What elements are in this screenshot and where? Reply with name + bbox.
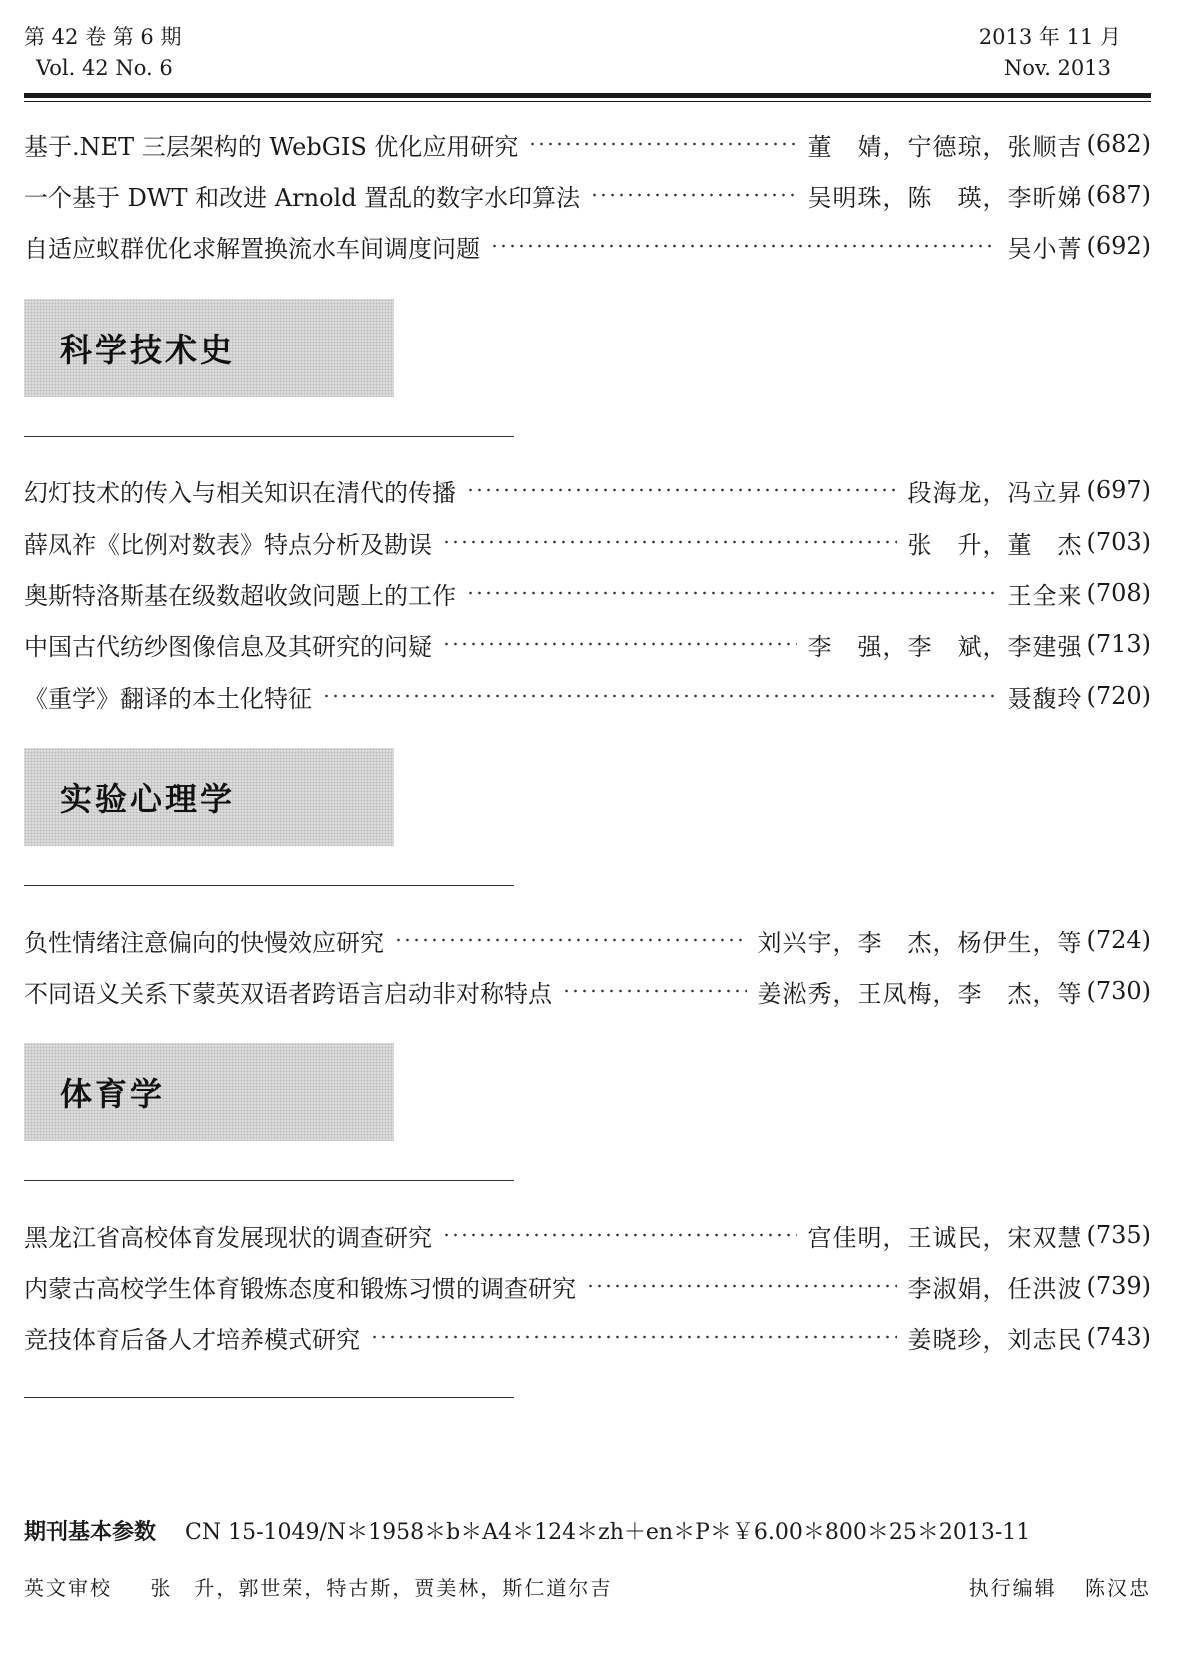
- toc-entry[interactable]: [24, 226, 1151, 266]
- article-authors: 李淑娟，任洪波: [907, 1274, 1083, 1303]
- article-page: (687): [1086, 181, 1151, 209]
- article-authors: 姜晓珍，刘志民: [907, 1325, 1083, 1354]
- article-page: (730): [1086, 977, 1151, 1005]
- volume-cn: 第 42 卷 第 6 期: [24, 25, 182, 49]
- article-title: 黑龙江省高校体育发展现状的调查研究: [24, 1223, 432, 1252]
- leader-dots: [322, 692, 997, 700]
- date-en: Nov. 2013: [1003, 56, 1111, 80]
- toc-entry[interactable]: [24, 175, 1151, 215]
- article-title: 不同语义关系下蒙英双语者跨语言启动非对称特点: [24, 979, 552, 1008]
- article-title: 内蒙古高校学生体育锻炼态度和锻炼习惯的调查研究: [24, 1274, 576, 1303]
- article-title: 中国古代纺纱图像信息及其研究的问疑: [24, 632, 432, 661]
- toc-entry[interactable]: [24, 573, 1151, 613]
- leader-dots: [528, 140, 797, 148]
- leader-dots: [394, 936, 747, 944]
- leader-dots: [442, 538, 897, 546]
- toc-entry[interactable]: [24, 920, 1151, 960]
- article-authors: 宫佳明，王诚民，宋双慧: [807, 1223, 1083, 1252]
- article-page: (739): [1086, 1272, 1151, 1300]
- leader-dots: [442, 1231, 797, 1239]
- section-rule: [24, 436, 514, 437]
- article-title: 竞技体育后备人才培养模式研究: [24, 1325, 360, 1354]
- article-page: (682): [1086, 130, 1151, 158]
- editor-name: 陈汉忠: [1085, 1576, 1151, 1600]
- article-title: 一个基于 DWT 和改进 Arnold 置乱的数字水印算法: [24, 183, 581, 212]
- volume-en: Vol. 42 No. 6: [36, 56, 173, 80]
- article-authors: 吴明珠，陈 瑛，李昕娣: [807, 183, 1083, 212]
- toc-entry[interactable]: [24, 522, 1151, 562]
- header-rule-thick: [24, 93, 1151, 98]
- article-authors: 董 婧，宁德琼，张顺吉: [807, 132, 1083, 161]
- english-proofreading: [24, 1572, 612, 1601]
- article-authors: 刘兴宇，李 杰，杨伊生，等: [757, 928, 1083, 957]
- article-authors: 李 强，李 斌，李建强: [807, 632, 1083, 661]
- toc-entry[interactable]: [24, 971, 1151, 1011]
- article-page: (735): [1086, 1221, 1151, 1249]
- article-authors: 段海龙，冯立昇: [907, 478, 1083, 507]
- section-rule: [24, 1397, 514, 1398]
- toc-entry[interactable]: [24, 1215, 1151, 1255]
- toc-entry[interactable]: [24, 1317, 1151, 1357]
- article-page: (708): [1086, 579, 1151, 607]
- leader-dots: [370, 1333, 897, 1341]
- article-page: (720): [1086, 682, 1151, 710]
- article-page: (713): [1086, 630, 1151, 658]
- section-title: 科学技术史: [60, 331, 236, 369]
- article-title: 薛凤祚《比例对数表》特点分析及勘误: [24, 530, 432, 559]
- leader-dots: [562, 987, 747, 995]
- issue-info: [24, 22, 181, 84]
- section-header-history-of-science: [24, 299, 394, 397]
- toc-entry[interactable]: [24, 624, 1151, 664]
- article-page: (743): [1086, 1323, 1151, 1351]
- article-title: 基于.NET 三层架构的 WebGIS 优化应用研究: [24, 132, 519, 161]
- leader-dots: [590, 191, 797, 199]
- article-title: 《重学》翻译的本土化特征: [24, 684, 312, 713]
- section-rule: [24, 1180, 514, 1181]
- editor-label: 执行编辑: [968, 1576, 1057, 1600]
- section-header-sports-science: [24, 1043, 394, 1141]
- section-rule: [24, 885, 514, 886]
- article-authors: 聂馥玲: [1007, 684, 1083, 713]
- params-value: CN 15-1049/N＊1958＊b＊A4＊124＊zh＋en＊P＊￥6.00＊800＊25＊2013-11: [185, 1520, 1031, 1545]
- toc-entry[interactable]: [24, 1266, 1151, 1306]
- proofreader-names: 张 升，郭世荣，特古斯，贾美林，斯仁道尔吉: [150, 1576, 613, 1600]
- section-title: 实验心理学: [60, 780, 236, 818]
- leader-dots: [442, 640, 797, 648]
- toc-entry[interactable]: [24, 470, 1151, 510]
- toc-entry[interactable]: [24, 676, 1151, 716]
- proofreader-label: 英文审校: [24, 1576, 112, 1600]
- article-page: (692): [1086, 232, 1151, 260]
- article-title: 奥斯特洛斯基在级数超收敛问题上的工作: [24, 581, 456, 610]
- date-cn: 2013 年 11 月: [978, 25, 1121, 49]
- params-label: 期刊基本参数: [24, 1520, 157, 1545]
- article-authors: 王全来: [1007, 581, 1083, 610]
- journal-parameters: [24, 1515, 1030, 1546]
- article-authors: 张 升，董 杰: [907, 530, 1083, 559]
- article-title: 负性情绪注意偏向的快慢效应研究: [24, 928, 384, 957]
- executive-editor: [969, 1572, 1151, 1601]
- leader-dots: [466, 589, 997, 597]
- article-authors: 吴小菁: [1007, 234, 1083, 263]
- leader-dots: [490, 242, 997, 250]
- article-title: 自适应蚁群优化求解置换流水车间调度问题: [24, 234, 480, 263]
- header-rule-thin: [24, 101, 1151, 102]
- article-page: (724): [1086, 926, 1151, 954]
- issue-date: [979, 22, 1121, 84]
- article-page: (703): [1086, 528, 1151, 556]
- article-title: 幻灯技术的传入与相关知识在清代的传播: [24, 478, 456, 507]
- section-header-experimental-psychology: [24, 748, 394, 846]
- article-authors: 姜淞秀，王凤梅，李 杰，等: [757, 979, 1083, 1008]
- section-title: 体育学: [60, 1075, 166, 1113]
- leader-dots: [466, 486, 897, 494]
- article-page: (697): [1086, 476, 1151, 504]
- toc-entry[interactable]: [24, 124, 1151, 164]
- leader-dots: [586, 1282, 897, 1290]
